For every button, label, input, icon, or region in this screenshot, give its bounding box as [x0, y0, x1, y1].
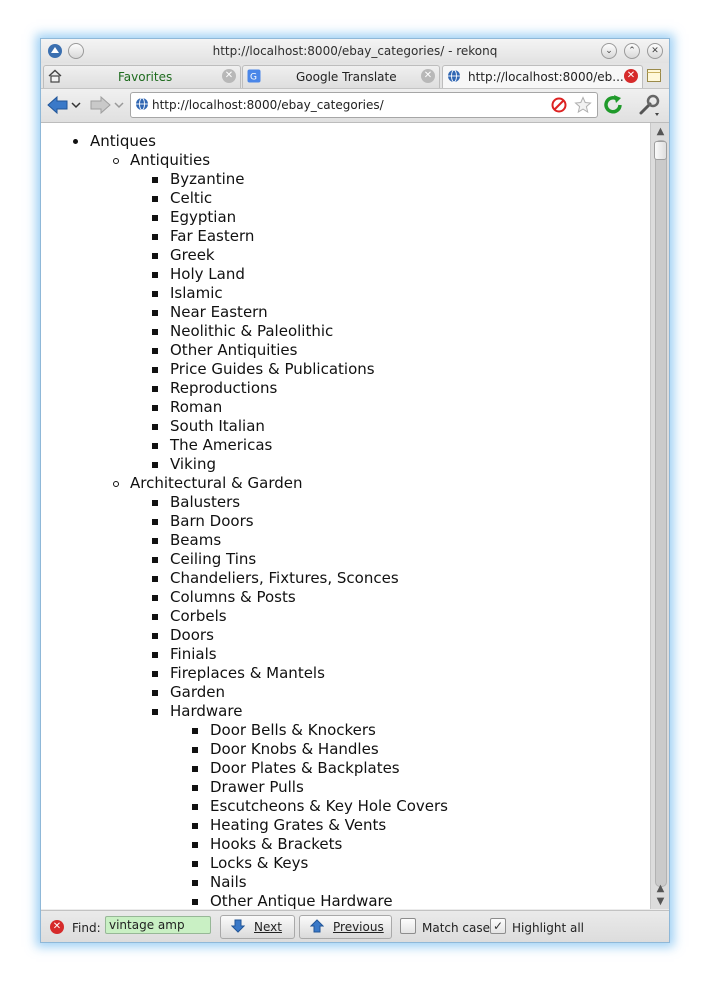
category-item	[41, 303, 650, 322]
category-item	[41, 645, 650, 664]
list-bullet	[152, 329, 158, 335]
category-item	[41, 132, 650, 151]
tab-label: Google Translate	[296, 70, 397, 84]
scroll-up-icon[interactable]: ▲	[656, 126, 665, 137]
vertical-scrollbar[interactable]	[650, 123, 670, 909]
category-item	[41, 816, 650, 835]
svg-text:G: G	[250, 72, 257, 83]
list-bullet	[152, 500, 158, 506]
category-item	[41, 550, 650, 569]
list-bullet	[152, 196, 158, 202]
category-item	[41, 892, 650, 909]
category-name: Door Knobs & Handles	[210, 740, 379, 758]
category-item	[41, 835, 650, 854]
category-name: Corbels	[170, 607, 227, 625]
page-content	[41, 123, 650, 909]
category-item	[41, 854, 650, 873]
minimize-button[interactable]: ⌄	[601, 43, 617, 59]
list-bullet	[152, 291, 158, 297]
arrow-down-icon	[231, 919, 245, 933]
category-name: Barn Doors	[170, 512, 254, 530]
category-item	[41, 265, 650, 284]
site-globe-icon	[135, 97, 149, 111]
category-item	[41, 379, 650, 398]
highlight-all-checkbox[interactable]: ✓	[490, 918, 506, 934]
category-item	[41, 531, 650, 550]
category-item	[41, 493, 650, 512]
highlight-all-label[interactable]: Highlight all	[512, 921, 585, 935]
tab-close-icon[interactable]: ✕	[624, 69, 638, 83]
new-tab-icon[interactable]	[646, 67, 662, 83]
list-bullet	[152, 348, 158, 354]
category-name: Door Plates & Backplates	[210, 759, 400, 777]
list-bullet	[152, 557, 158, 563]
find-input[interactable]	[105, 916, 211, 934]
close-button[interactable]: ✕	[647, 43, 663, 59]
list-bullet	[152, 576, 158, 582]
category-name: Roman	[170, 398, 223, 416]
category-item	[41, 227, 650, 246]
home-icon	[48, 69, 62, 83]
category-name: Islamic	[170, 284, 223, 302]
list-bullet	[152, 652, 158, 658]
list-bullet	[113, 158, 119, 164]
tab-bar	[41, 63, 669, 89]
tab-google-translate[interactable]	[242, 65, 440, 88]
category-name: Architectural & Garden	[130, 474, 303, 492]
category-name: Locks & Keys	[210, 854, 309, 872]
list-bullet	[152, 405, 158, 411]
category-item	[41, 360, 650, 379]
category-name: Viking	[170, 455, 216, 473]
category-name: Hardware	[170, 702, 243, 720]
wrench-icon[interactable]	[637, 93, 661, 117]
list-bullet	[152, 443, 158, 449]
url-text: http://localhost:8000/ebay_categories/	[152, 98, 384, 112]
category-name: Nails	[210, 873, 247, 891]
category-name: Beams	[170, 531, 222, 549]
category-name: Neolithic & Paleolithic	[170, 322, 334, 340]
category-item	[41, 436, 650, 455]
category-name: South Italian	[170, 417, 265, 435]
category-item	[41, 569, 650, 588]
category-item	[41, 417, 650, 436]
list-bullet	[152, 272, 158, 278]
category-item	[41, 322, 650, 341]
url-bar[interactable]	[130, 92, 598, 118]
list-bullet	[192, 880, 198, 886]
category-name: Columns & Posts	[170, 588, 296, 606]
tab-close-icon[interactable]: ✕	[421, 69, 435, 83]
list-bullet	[192, 861, 198, 867]
category-name: Far Eastern	[170, 227, 255, 245]
maximize-button[interactable]: ⌃	[624, 43, 640, 59]
category-name: Finials	[170, 645, 217, 663]
window-title: http://localhost:8000/ebay_categories/ - rekonq	[212, 44, 498, 58]
find-bar	[41, 910, 669, 943]
category-item	[41, 151, 650, 170]
list-bullet	[152, 709, 158, 715]
list-bullet	[152, 538, 158, 544]
list-bullet	[152, 177, 158, 183]
category-item	[41, 246, 650, 265]
close-find-bar-icon[interactable]: ✕	[50, 920, 64, 934]
category-item	[41, 797, 650, 816]
category-name: Near Eastern	[170, 303, 268, 321]
tab-label: Favorites	[118, 70, 173, 84]
category-name: Ceiling Tins	[170, 550, 257, 568]
list-bullet	[192, 785, 198, 791]
list-spacer	[41, 123, 650, 132]
category-name: Other Antiquities	[170, 341, 298, 359]
scroll-thumb[interactable]	[654, 141, 667, 160]
category-name: Chandeliers, Fixtures, Sconces	[170, 569, 399, 587]
list-bullet	[192, 766, 198, 772]
list-bullet	[152, 671, 158, 677]
category-name: Door Bells & Knockers	[210, 721, 376, 739]
category-name: Other Antique Hardware	[210, 892, 393, 909]
google-translate-icon	[247, 69, 261, 83]
list-bullet	[152, 633, 158, 639]
scroll-up-icon[interactable]: ▲	[656, 883, 665, 894]
category-item	[41, 873, 650, 892]
category-name: Price Guides & Publications	[170, 360, 375, 378]
category-item	[41, 512, 650, 531]
category-name: Hooks & Brackets	[210, 835, 343, 853]
category-item	[41, 474, 650, 493]
tab-ebay-categories[interactable]	[442, 65, 643, 88]
category-item	[41, 664, 650, 683]
bookmark-star-icon[interactable]	[574, 96, 592, 114]
list-bullet	[192, 747, 198, 753]
category-item	[41, 702, 650, 721]
list-bullet	[152, 462, 158, 468]
list-bullet	[152, 690, 158, 696]
category-item	[41, 778, 650, 797]
category-item	[41, 740, 650, 759]
list-bullet	[152, 367, 158, 373]
list-bullet	[152, 519, 158, 525]
list-bullet	[152, 595, 158, 601]
category-name: Drawer Pulls	[210, 778, 304, 796]
category-list	[41, 123, 650, 909]
category-item	[41, 398, 650, 417]
find-label: Find:	[72, 921, 101, 935]
match-case-label[interactable]: Match case	[422, 921, 491, 935]
list-bullet	[113, 481, 119, 487]
list-bullet	[152, 424, 158, 430]
forward-arrow-icon[interactable]	[89, 95, 111, 115]
list-bullet	[152, 234, 158, 240]
list-bullet	[152, 253, 158, 259]
title-bar	[41, 39, 669, 63]
category-item	[41, 588, 650, 607]
category-name: Antiquities	[130, 151, 211, 169]
category-name: Greek	[170, 246, 215, 264]
category-name: Heating Grates & Vents	[210, 816, 387, 834]
category-item	[41, 683, 650, 702]
tab-close-icon[interactable]: ✕	[222, 69, 236, 83]
category-name: Holy Land	[170, 265, 245, 283]
scroll-down-icon[interactable]: ▼	[656, 896, 665, 907]
list-bullet	[152, 386, 158, 392]
list-bullet	[192, 823, 198, 829]
arrow-up-icon	[310, 919, 324, 933]
category-item	[41, 721, 650, 740]
category-name: Doors	[170, 626, 214, 644]
reload-icon[interactable]	[602, 94, 624, 116]
previous-button[interactable]	[299, 915, 392, 939]
category-name: Reproductions	[170, 379, 278, 397]
back-arrow-icon[interactable]	[47, 95, 69, 115]
list-bullet	[192, 899, 198, 905]
tab-label: http://localhost:8000/eb...	[468, 70, 624, 84]
category-item	[41, 341, 650, 360]
category-item	[41, 208, 650, 227]
category-item	[41, 759, 650, 778]
category-item	[41, 455, 650, 474]
list-bullet	[73, 139, 78, 144]
browser-window	[40, 38, 670, 943]
category-name: Antiques	[90, 132, 156, 150]
list-bullet	[152, 614, 158, 620]
category-name: Escutcheons & Key Hole Covers	[210, 797, 448, 815]
forward-history-chevron-icon[interactable]	[114, 101, 124, 109]
back-history-chevron-icon[interactable]	[71, 101, 81, 109]
previous-label: Previous	[333, 920, 384, 934]
category-name: Fireplaces & Mantels	[170, 664, 325, 682]
next-button[interactable]	[220, 915, 295, 939]
scroll-track[interactable]	[655, 140, 667, 887]
category-item	[41, 189, 650, 208]
category-name: The Americas	[170, 436, 273, 454]
category-item	[41, 170, 650, 189]
list-bullet	[192, 804, 198, 810]
list-bullet	[152, 215, 158, 221]
list-bullet	[192, 842, 198, 848]
category-item	[41, 626, 650, 645]
category-name: Balusters	[170, 493, 241, 511]
list-bullet	[192, 728, 198, 734]
category-name: Garden	[170, 683, 225, 701]
next-label: Next	[254, 920, 282, 934]
category-name: Egyptian	[170, 208, 237, 226]
globe-icon	[447, 69, 461, 83]
category-item	[41, 607, 650, 626]
tab-favorites[interactable]	[43, 65, 241, 88]
match-case-checkbox[interactable]	[400, 918, 416, 934]
category-name: Byzantine	[170, 170, 245, 188]
category-name: Celtic	[170, 189, 213, 207]
adblock-icon[interactable]	[551, 97, 567, 113]
list-bullet	[152, 310, 158, 316]
navigation-bar	[41, 89, 669, 123]
category-item	[41, 284, 650, 303]
